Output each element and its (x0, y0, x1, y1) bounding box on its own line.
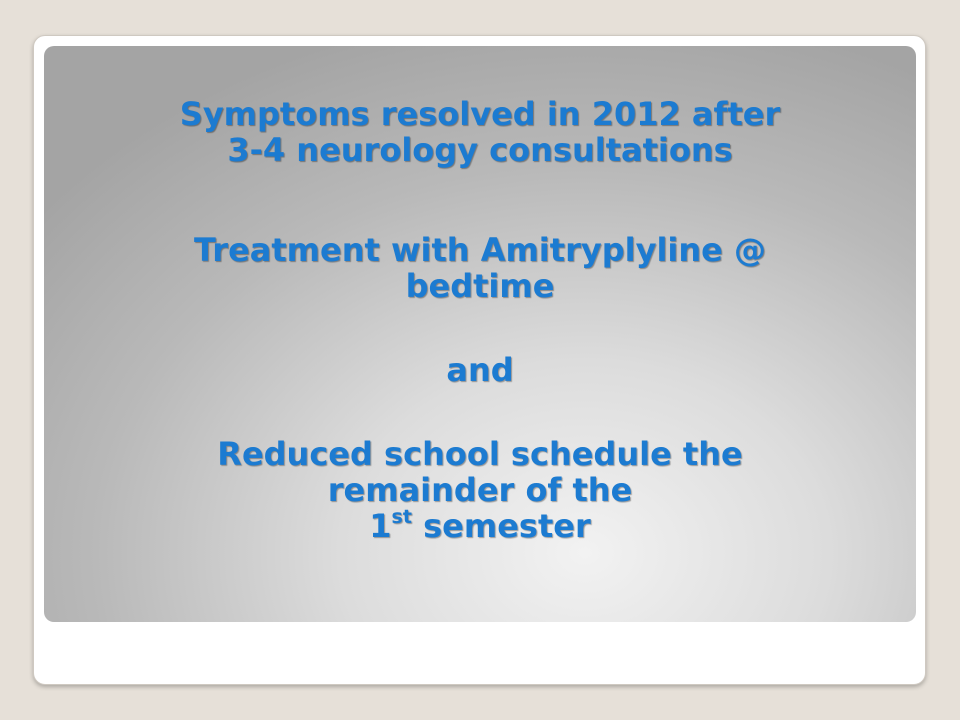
treatment-line-2: bedtime (405, 267, 555, 305)
semester-line (84, 508, 876, 544)
heading-line-1: Symptoms resolved in 2012 after (179, 95, 781, 133)
content-panel (44, 46, 916, 622)
treatment-line-1: Treatment with Amitryplyline @ (193, 231, 766, 269)
slide-text (84, 96, 876, 544)
schedule-line-1: Reduced school schedule the (217, 435, 743, 473)
spacer (84, 388, 876, 436)
spacer (84, 168, 876, 232)
semester-suffix: st (391, 506, 412, 529)
semester-number: 1 (369, 507, 392, 545)
spacer (84, 304, 876, 352)
connector-text: and (446, 351, 514, 389)
schedule-line-2: remainder of the (327, 471, 633, 509)
slide-frame (33, 35, 926, 685)
semester-word: semester (411, 507, 591, 545)
heading-line-2: 3-4 neurology consultations (227, 131, 733, 169)
